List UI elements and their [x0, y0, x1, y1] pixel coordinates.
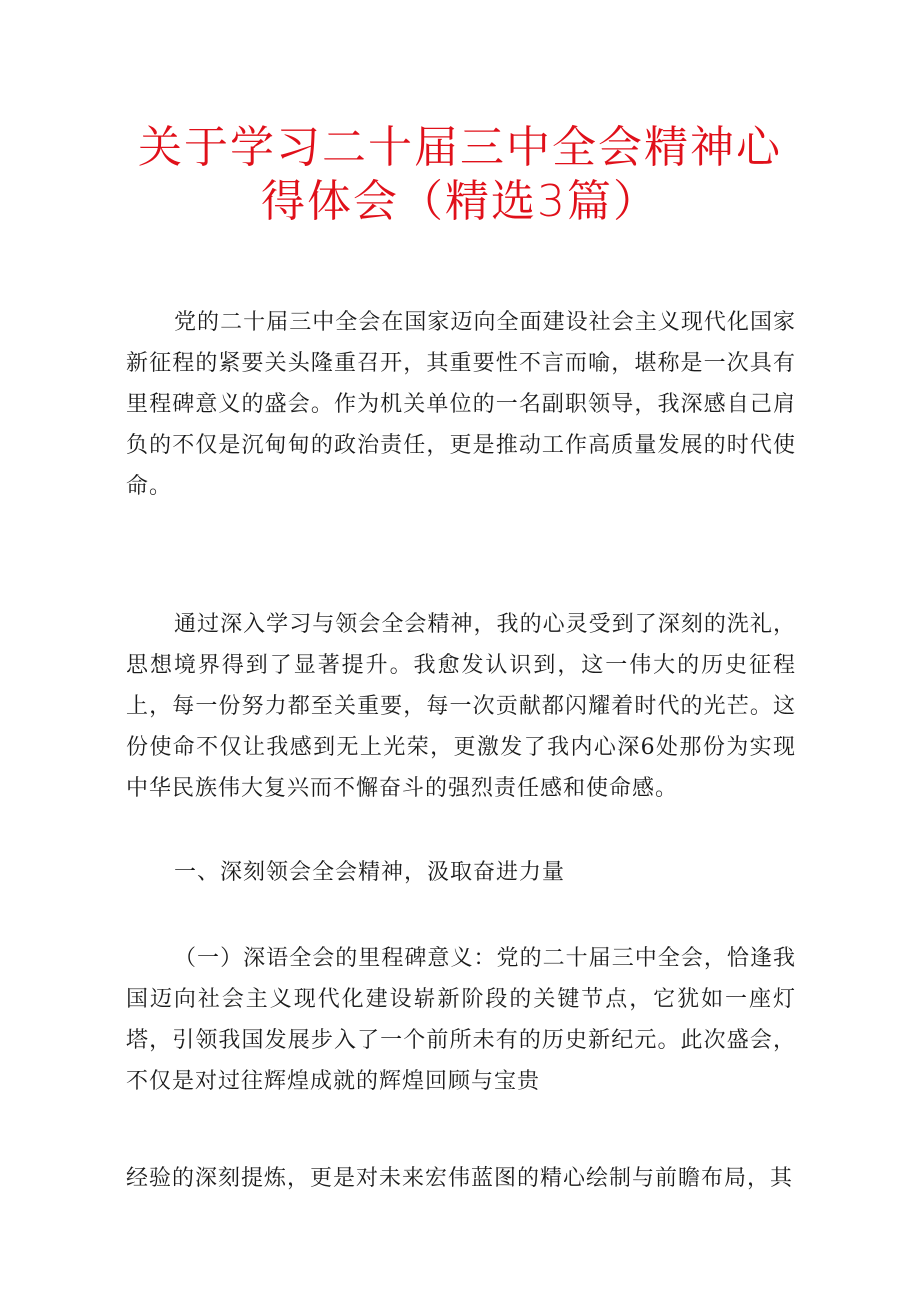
document-title-line-1: 关于学习二十届三中全会精神心: [138, 122, 782, 173]
section-heading-1: 一、深刻领会全会精神，汲取奋进力量: [174, 860, 566, 885]
continuation-paragraph: 经验的深刻提炼，更是对未来宏伟蓝图的精心绘制与前瞻布局，其: [126, 1166, 794, 1191]
subsection-1-paragraph: （一）深语全会的里程碑意义：党的二十届三中全会，恰逢我国迈向社会主义现代化建设崭新阶段的关键节点，它犹如一座灯塔，引领我国发展步入了一个前所未有的历史新纪元。此次盛会，不仅是对过往辉煌成就的辉煌回顾与宝贵: [126, 946, 796, 1094]
document-title-line-2: 得体会（精选3篇）: [261, 176, 659, 227]
paragraph-intro: 党的二十届三中全会在国家迈向全面建设社会主义现代化国家新征程的紧要关头隆重召开，其重要性不言而喻，堪称是一次具有里程碑意义的盛会。作为机关单位的一名副职领导，我深感自己肩负的不仅是沉甸甸的政治责任，更是推动工作高质量发展的时代使命。: [126, 310, 796, 499]
paragraph-reflection: 通过深入学习与领会全会精神，我的心灵受到了深刻的洗礼，思想境界得到了显著提升。我愈发认识到，这一伟大的历史征程上，每一份努力都至关重要，每一次贡献都闪耀着时代的光芒。这份使命不仅让我感到无上光荣，更激发了我内心深6处那份为实现中华民族伟大复兴而不懈奋斗的强烈责任感和使命感。: [126, 612, 796, 801]
